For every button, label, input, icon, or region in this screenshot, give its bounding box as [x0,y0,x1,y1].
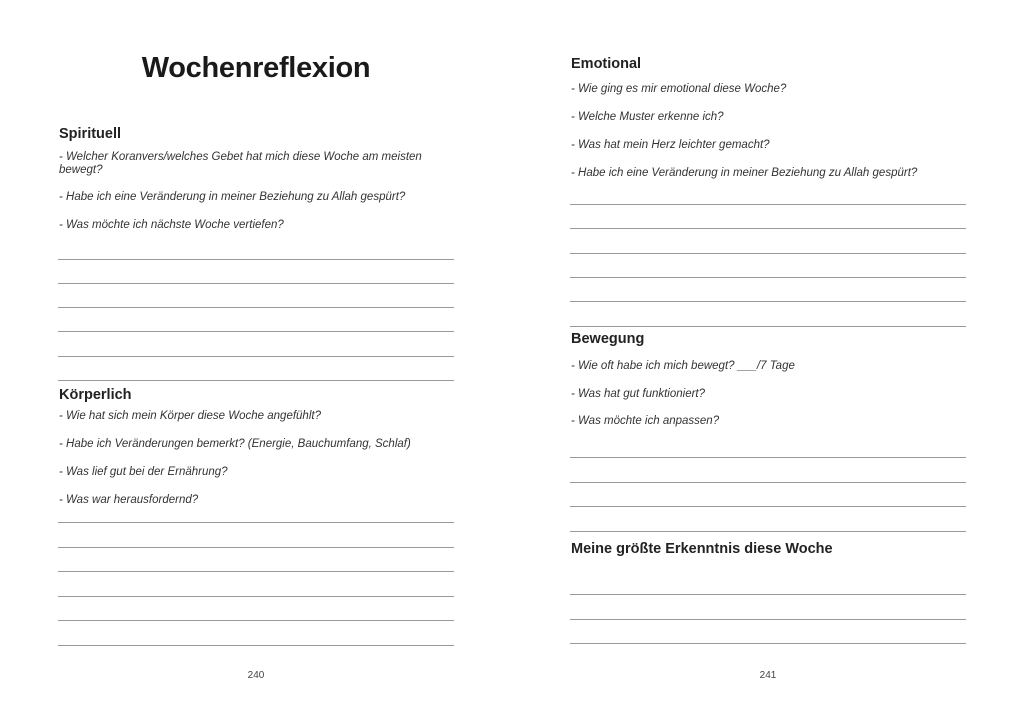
question: - Welcher Koranvers/welches Gebet hat mich diese Woche am meisten [59,151,422,163]
writing-line[interactable] [570,204,966,205]
question: - Was war herausfordernd? [59,494,199,506]
writing-line[interactable] [570,326,966,327]
writing-line[interactable] [570,531,966,532]
page-number: 241 [759,670,777,681]
writing-line[interactable] [570,457,966,458]
writing-line[interactable] [570,277,966,278]
right-page [512,0,1024,726]
writing-line[interactable] [570,506,966,507]
writing-line[interactable] [58,331,454,332]
question: - Was möchte ich nächste Woche vertiefen? [59,219,284,231]
writing-line[interactable] [58,283,454,284]
section-heading-spirituell: Spirituell [59,126,122,142]
writing-line[interactable] [570,594,966,595]
question: - Was hat mein Herz leichter gemacht? [571,139,770,151]
question: - Was lief gut bei der Ernährung? [59,466,228,478]
writing-line[interactable] [58,259,454,260]
section-heading-koerperlich: Körperlich [59,387,132,403]
writing-line[interactable] [570,228,966,229]
question: - Was hat gut funktioniert? [571,388,706,400]
question: - Habe ich eine Veränderung in meiner Beziehung zu Allah gespürt? [571,167,918,179]
writing-line[interactable] [570,619,966,620]
page-title: Wochenreflexion [141,52,371,84]
question: - Habe ich eine Veränderung in meiner Beziehung zu Allah gespürt? [59,191,406,203]
section-heading-bewegung: Bewegung [571,331,645,347]
writing-line[interactable] [570,482,966,483]
writing-line[interactable] [58,620,454,621]
question: - Wie hat sich mein Körper diese Woche angefühlt? [59,410,321,422]
writing-line[interactable] [58,356,454,357]
writing-line[interactable] [58,571,454,572]
question: - Welche Muster erkenne ich? [571,111,724,123]
section-heading-erkenntnis: Meine größte Erkenntnis diese Woche [571,541,833,557]
writing-line[interactable] [58,645,454,646]
question: - Was möchte ich anpassen? [571,415,720,427]
writing-line[interactable] [58,380,454,381]
question: - Wie oft habe ich mich bewegt? ___/7 Tage [571,360,795,372]
question: bewegt? [59,164,103,176]
section-heading-emotional: Emotional [571,56,642,72]
writing-line[interactable] [58,547,454,548]
writing-line[interactable] [58,307,454,308]
writing-line[interactable] [570,643,966,644]
writing-line[interactable] [58,522,454,523]
writing-line[interactable] [58,596,454,597]
writing-line[interactable] [570,253,966,254]
question: - Habe ich Veränderungen bemerkt? (Energie, Bauchumfang, Schlaf) [59,438,411,450]
page-number: 240 [247,670,265,681]
question: - Wie ging es mir emotional diese Woche? [571,83,787,95]
writing-line[interactable] [570,301,966,302]
